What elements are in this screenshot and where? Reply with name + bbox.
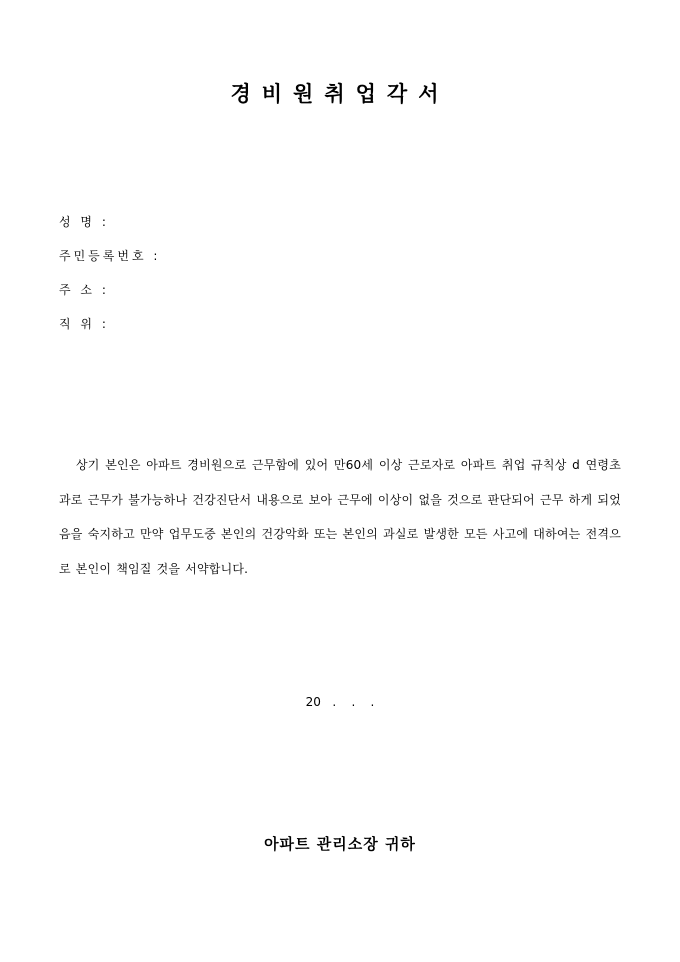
field-position — [59, 314, 160, 348]
personal-info-fields — [59, 212, 160, 348]
addressee-line: 아파트 관리소장 귀하 — [264, 835, 416, 853]
field-position-label: 직 위 : — [59, 317, 109, 331]
pledge-body-paragraph: 상기 본인은 아파트 경비원으로 근무함에 있어 만60세 이상 근로자로 아파트 취업 규칙상 d 연령초과로 근무가 불가능하나 건강진단서 내용으로 보아 근무에 이상이 없을 것으로 판단되어 근무 하게 되었음을 숙지하고 만약 업무도중 본인의 건강악화 또는 본인의 과실로 발생한 모든 사고에 대하여는 전격으로 본인이 책임질 것을 서약합니다. — [59, 458, 621, 576]
field-address-label: 주 소 : — [59, 283, 109, 297]
field-name-label: 성 명 : — [59, 215, 109, 229]
field-resident-number — [59, 246, 160, 280]
field-name — [59, 212, 160, 246]
field-address — [59, 280, 160, 314]
document-title: 경비원취업각서 — [230, 81, 450, 106]
field-resident-number-label: 주민등록번호 : — [59, 249, 161, 263]
date-line: 20 . . . — [305, 695, 375, 709]
